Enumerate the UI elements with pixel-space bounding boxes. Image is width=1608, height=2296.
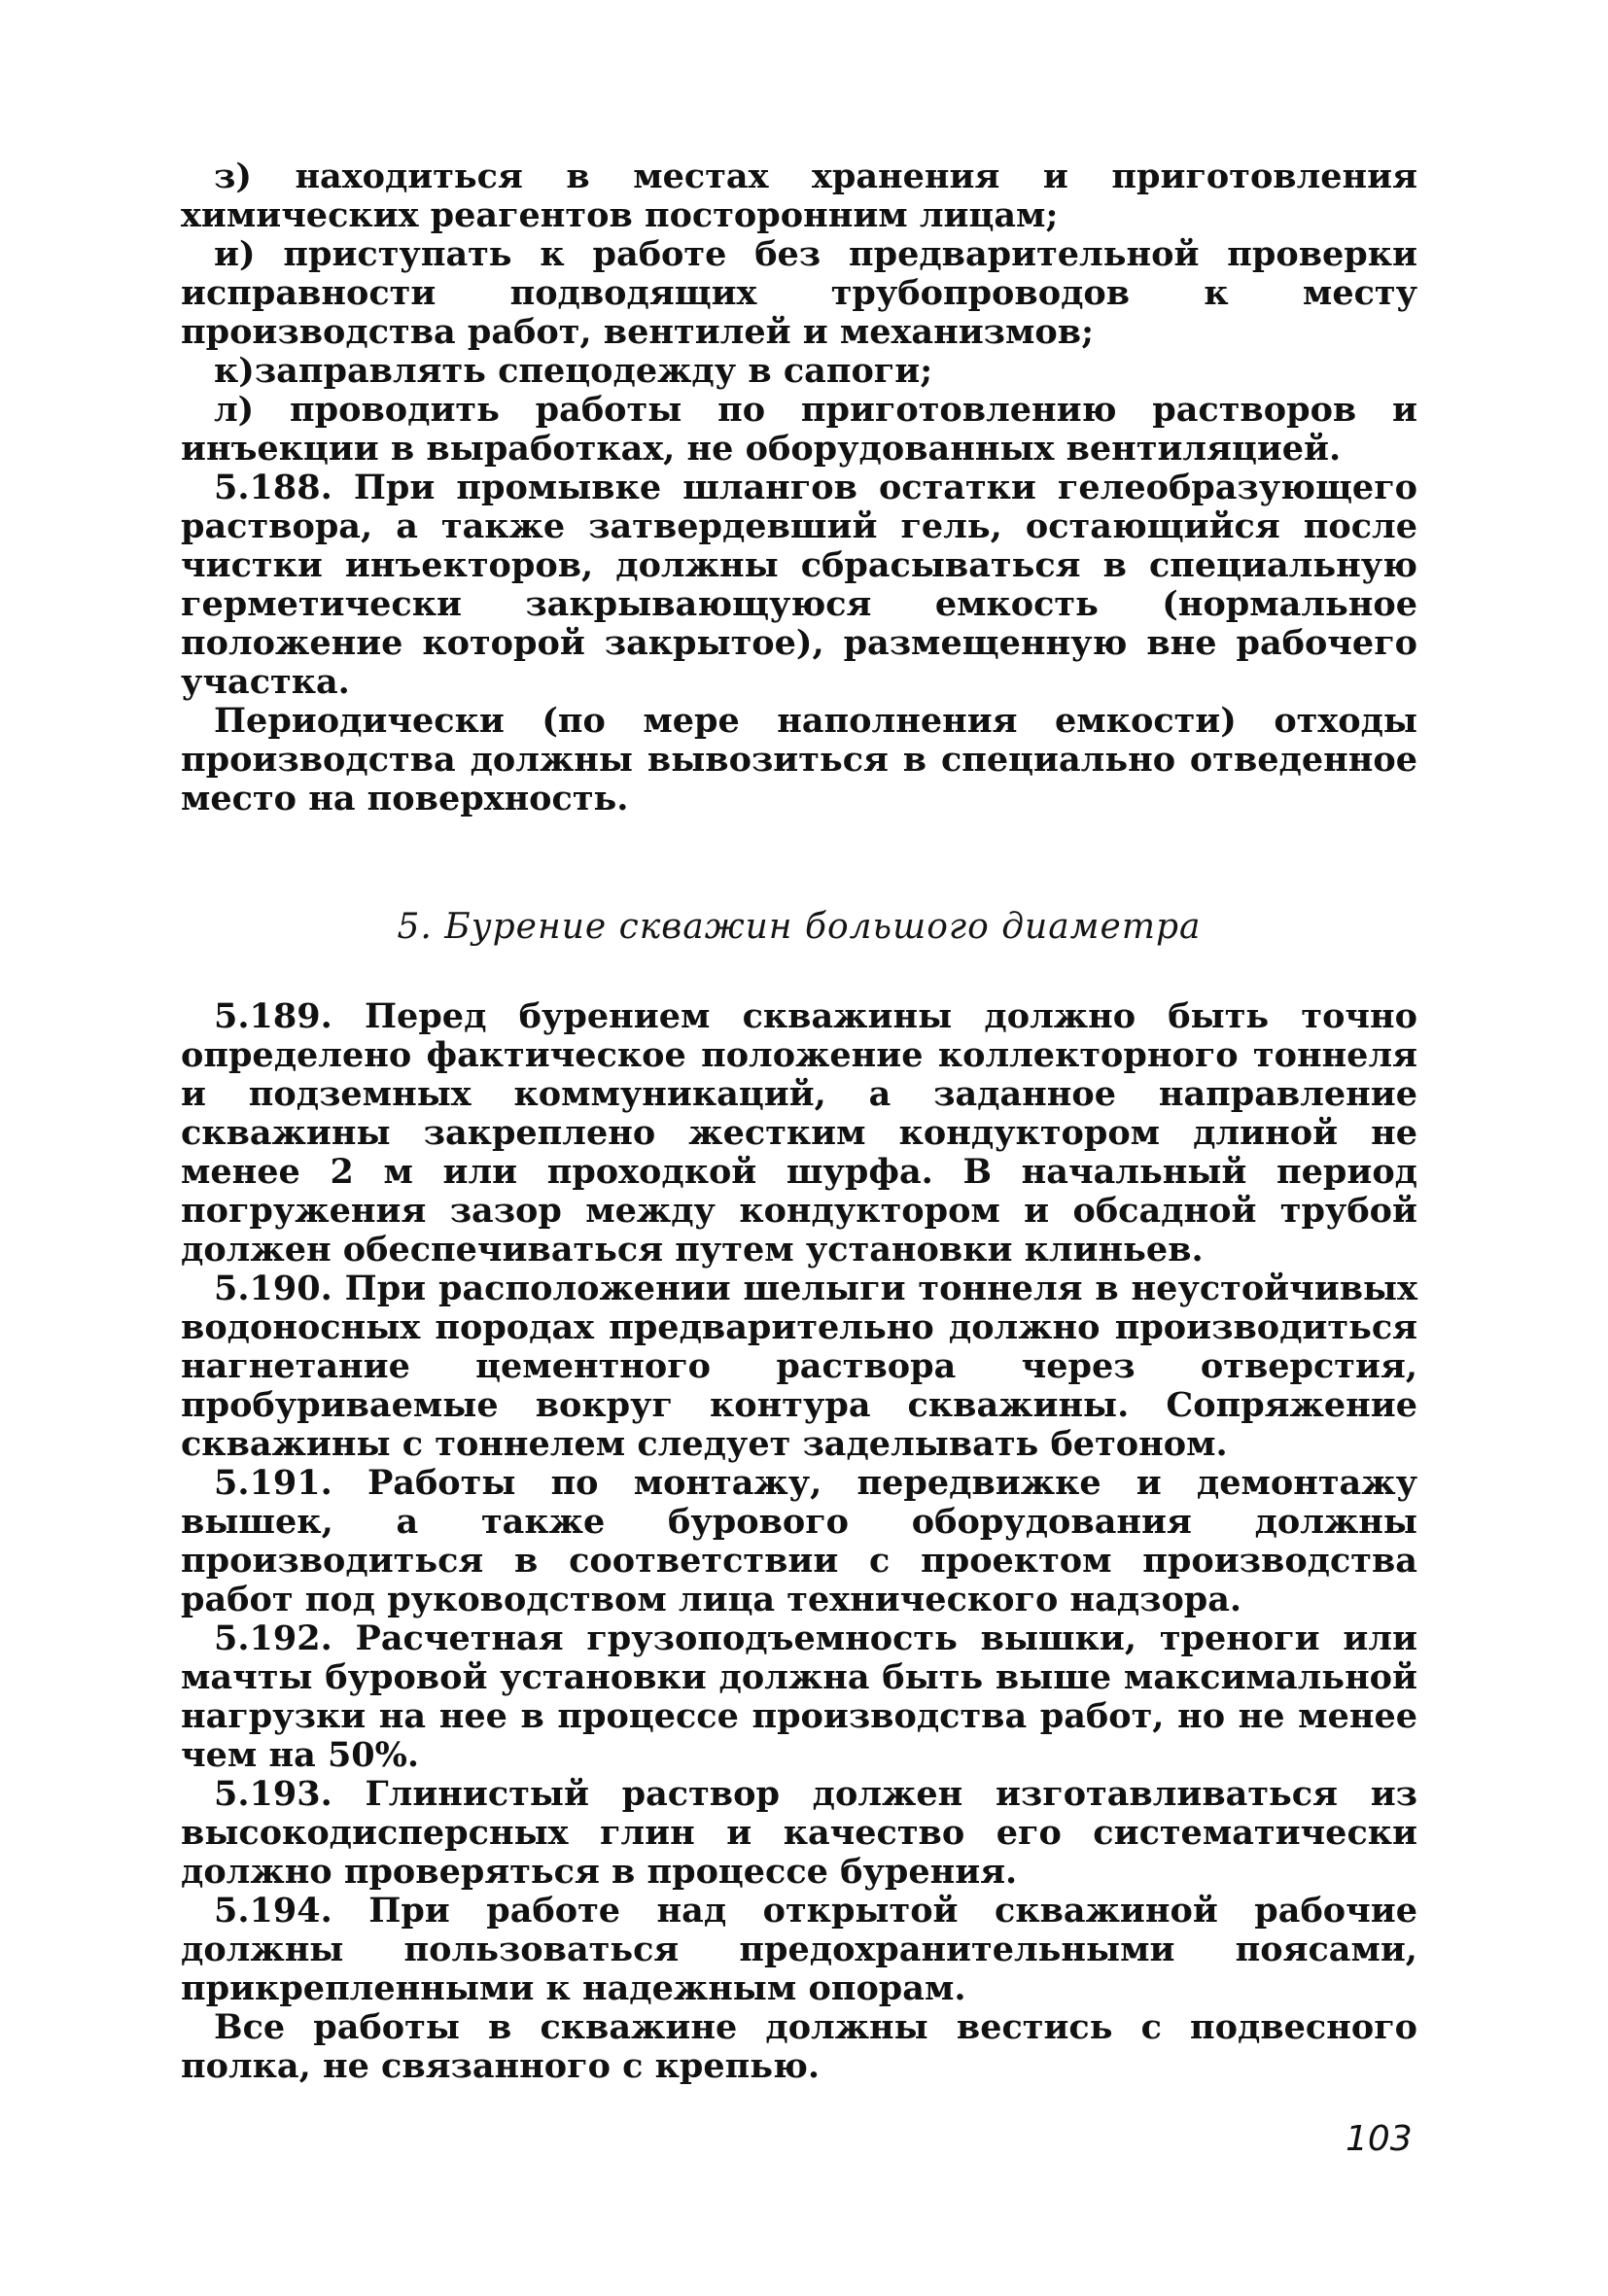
paragraph-periodic: Периодически (по мере наполнения емкости) отходы производства должны вывозиться в специально отведенное место на поверхность. bbox=[181, 701, 1417, 818]
paragraph-k: к)заправлять спецодежду в сапоги; bbox=[214, 351, 933, 391]
paragraph-5-188: 5.188. При промывке шлангов остатки гелеобразующего раствора, а также затвердевший гель, остающийся после чистки инъекторов, должны сбрасываться в специальную герметически закрывающуюся емкость (нормальное положение которой закрытое), размещенную вне рабочего участка. bbox=[181, 468, 1417, 702]
page-body bbox=[181, 157, 1417, 2086]
page-number: 103 bbox=[1346, 2119, 1413, 2159]
paragraph-5-194: 5.194. При работе над открытой скважиной рабочие должны пользоваться предохранительными поясами, прикрепленными к надежным опорам. bbox=[181, 1891, 1417, 2008]
paragraph-5-192: 5.192. Расчетная грузоподъемность вышки, треноги или мачты буровой установки должна быть выше максимальной нагрузки на нее в процессе производства работ, но не менее чем на 50%. bbox=[181, 1618, 1417, 1775]
paragraph-i: и) приступать к работе без предварительной проверки исправности подводящих трубопроводов к месту производства работ, вентилей и механизмов; bbox=[181, 234, 1417, 352]
paragraph-5-190: 5.190. При расположении шелыги тоннеля в неустойчивых водоносных породах предварительно должно производиться нагнетание цементного раствора через отверстия, пробуриваемые вокруг контура скважины. Сопряжение скважины с тоннелем следует заделывать бетоном. bbox=[181, 1269, 1417, 1464]
paragraph-5-193: 5.193. Глинистый раствор должен изготавливаться из высокодисперсных глин и качество его систематически должно проверяться в процессе бурения. bbox=[181, 1774, 1417, 1892]
paragraph-5-191: 5.191. Работы по монтажу, передвижке и демонтажу вышек, а также бурового оборудования должны производиться в соответствии с проектом производства работ под руководством лица технического надзора. bbox=[181, 1463, 1417, 1619]
paragraph-5-189: 5.189. Перед бурением скважины должно быть точно определено фактическое положение коллекторного тоннеля и подземных коммуникаций, а заданное направление скважины закреплено жестким кондуктором длиной не менее 2 м или проходкой шурфа. В начальный период погружения зазор между кондуктором и обсадной трубой должен обеспечиваться путем установки клиньев. bbox=[181, 996, 1417, 1270]
paragraph-l: л) проводить работы по приготовлению растворов и инъекции в выработках, не оборудованных вентиляцией. bbox=[181, 390, 1417, 469]
section-title: 5. Бурение скважин большого диаметра bbox=[397, 907, 1202, 947]
paragraph-final: Все работы в скважине должны вестись с подвесного полка, не связанного с крепью. bbox=[181, 2007, 1417, 2086]
paragraph-z: з) находиться в местах хранения и приготовления химических реагентов посторонним лицам; bbox=[181, 157, 1417, 235]
